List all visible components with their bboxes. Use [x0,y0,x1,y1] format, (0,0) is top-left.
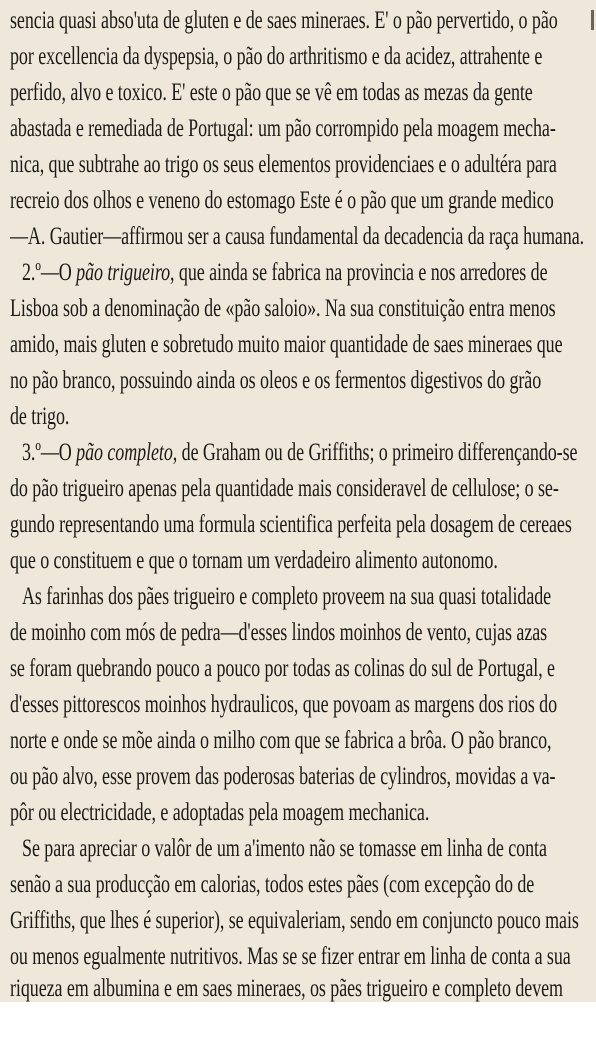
text-line: de trigo. [10,403,70,430]
text-line-paragraph-2 [22,258,584,288]
text-line: recreio dos olhos e veneno do estomago Este é o pão que um grande medico [10,187,554,214]
text-line: de moinho com mós de pedra—d'esses lindos moinhos de vento, cujas azas [10,619,548,646]
text-line: nica, que subtrahe ao trigo os seus elementos providenciaes e o adultéra para [10,151,557,178]
text-line: As farinhas dos pães trigueiro e completo proveem na sua quasi totalidade [22,583,552,610]
italic-term: pão completo [76,439,173,466]
italic-term: pão trigueiro [76,259,171,286]
blank-margin [0,1002,596,1058]
text-line: do pão trigueiro apenas pela quantidade mais consideravel de cellulose; o se- [10,475,559,502]
text-line: abastada e remediada de Portugal: um pão corrompido pela moagem mecha- [10,115,556,142]
text-line: por excellencia da dyspepsia, o pão do arthritismo e da acidez, attrahente e [10,43,543,70]
text-line: no pão branco, possuindo ainda os oleos e os fermentos digestivos do grão [10,367,542,394]
text-line: pôr ou electricidade, e adoptadas pela moagem mechanica. [10,799,430,826]
text-line: d'esses pittorescos moinhos hydraulicos, que povoam as margens dos rios do [10,691,558,718]
text-line: —A. Gautier—affirmou ser a causa fundamental da decadencia da raça humana. [10,223,584,250]
text-line: sencia quasi abso'uta de gluten e de saes mineraes. E' o pão pervertido, o pão [10,7,558,34]
text-line: se foram quebrando pouco a pouco por todas as colinas do sul de Portugal, e [10,655,555,682]
text-line: gundo representando uma formula scientifica perfeita pela dosagem de cereaes [10,511,572,538]
italic-suffix: , que ainda se fabrica na provincia e nos arredores de [170,259,548,286]
text-line: amido, mais gluten e sobretudo muito maior quantidade de saes mineraes que [10,331,563,358]
text-line: norte e onde se mõe ainda o milho com que se fabrica a brôa. O pão branco, [10,727,552,754]
page-edge-mark [591,10,594,30]
text-line: Lisboa sob a denominação de «pão saloio». Na sua constituição entra menos [10,295,556,322]
text-line: Griffiths, que lhes é superior), se equivaleriam, sendo em conjuncto pouco mais [10,907,579,934]
text-line: perfido, alvo e toxico. E' este o pão que se vê em todas as mezas da gente [10,79,533,106]
text-line: ou pão alvo, esse provem das poderosas baterias de cylindros, movidas a va- [10,763,556,790]
text-line: ou menos egualmente nutritivos. Mas se se fizer entrar em linha de conta a sua [10,943,571,970]
italic-prefix: 2.º—O [22,259,77,286]
text-line: que o constituem e que o tornam um verdadeiro alimento autonomo. [10,547,498,574]
text-line: Se para apreciar o valôr de um a'imento não se tomasse em linha de conta [22,835,547,862]
italic-prefix: 3.º—O [22,439,77,466]
text-line: senão a sua producção em calorias, todos estes pães (com excepção do de [10,871,535,898]
text-line-paragraph-3 [22,438,584,468]
italic-suffix: , de Graham ou de Griffiths; o primeiro differençando-se [172,439,578,466]
text-line: riqueza em albumina e em saes mineraes, os pães trigueiro e completo devem [10,975,563,1002]
